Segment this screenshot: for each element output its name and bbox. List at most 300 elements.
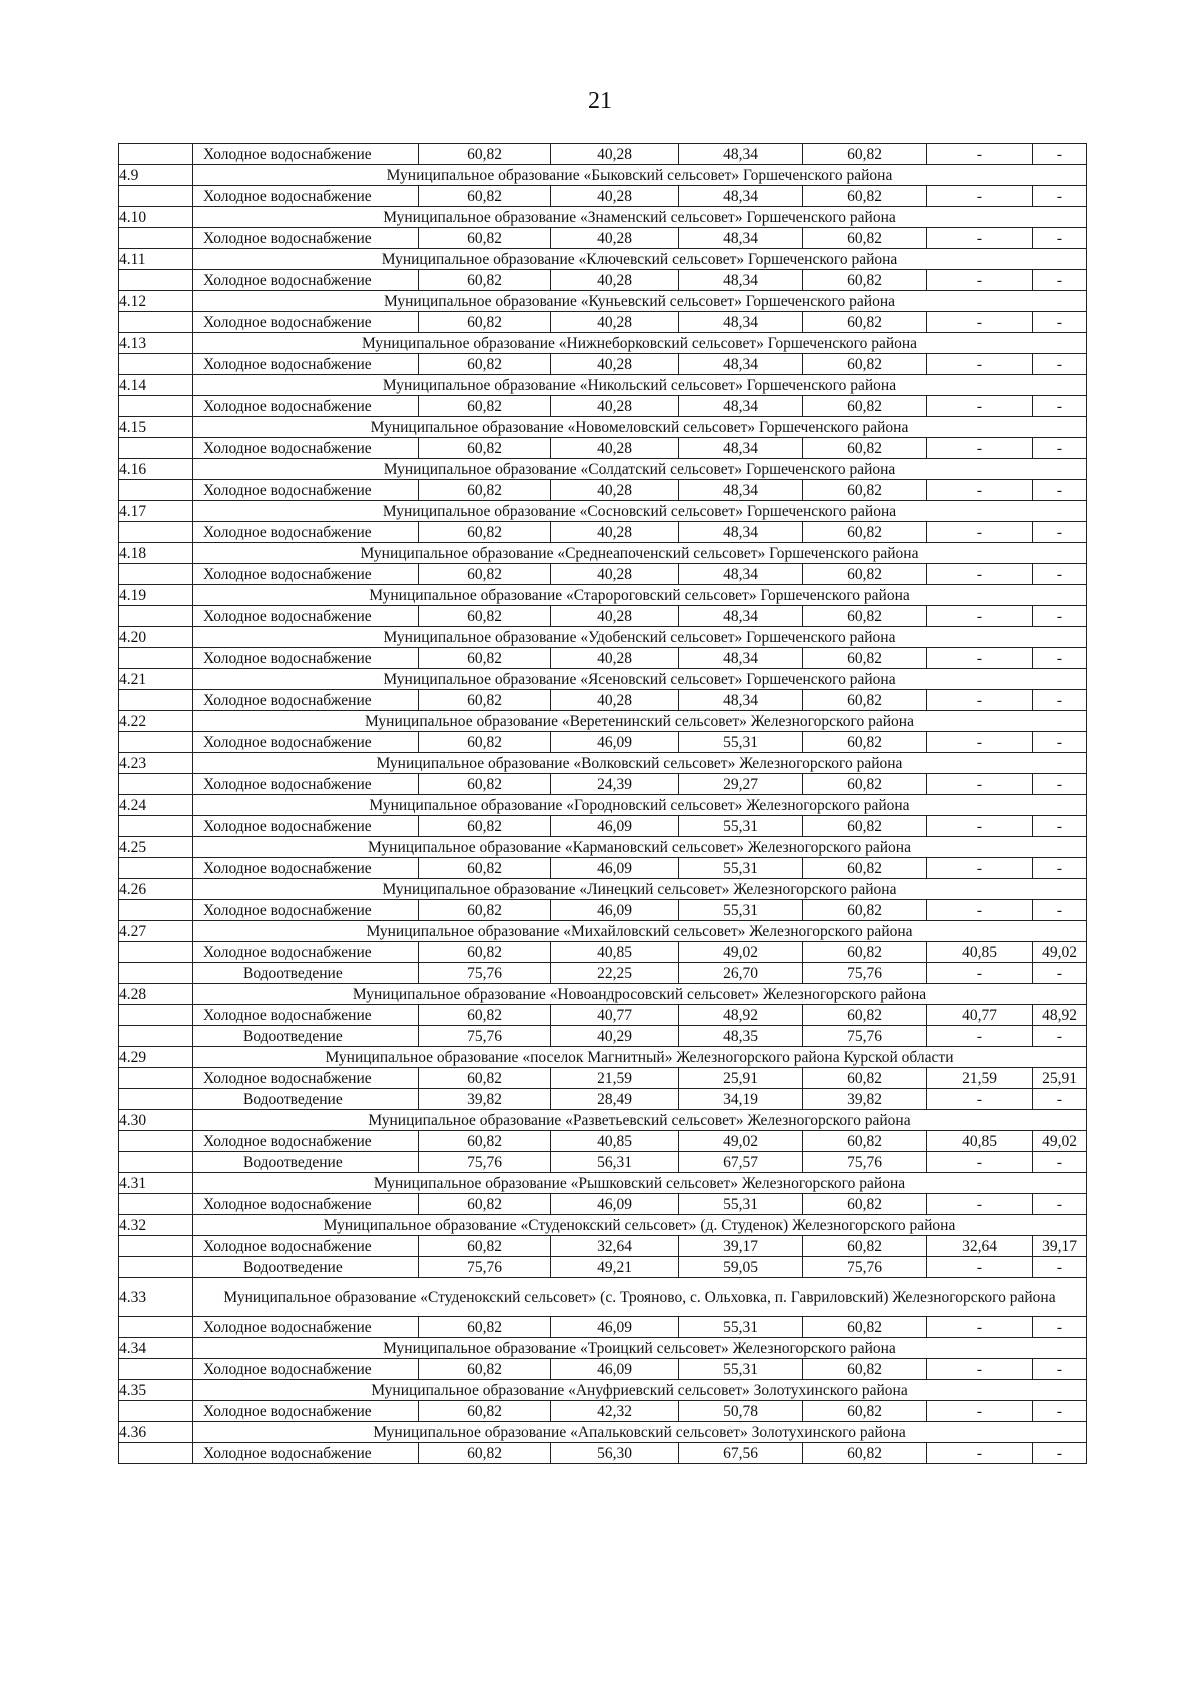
tariff-value-2: 40,28	[551, 648, 679, 669]
service-row	[119, 858, 1087, 879]
tariff-value-2: 46,09	[551, 816, 679, 837]
service-label: Холодное водоснабжение	[193, 1443, 419, 1464]
tariff-value-1: 60,82	[419, 816, 551, 837]
tariff-value-4: 60,82	[803, 1236, 927, 1257]
empty-number-cell	[119, 1317, 193, 1338]
empty-number-cell	[119, 186, 193, 207]
tariff-value-6: -	[1033, 564, 1087, 585]
municipality-header-row	[119, 669, 1087, 690]
municipality-header-row	[119, 1422, 1087, 1443]
tariff-value-3: 55,31	[679, 1194, 803, 1215]
tariff-value-3: 29,27	[679, 774, 803, 795]
empty-number-cell	[119, 942, 193, 963]
tariff-value-5: -	[927, 1401, 1033, 1422]
tariff-value-5: -	[927, 1089, 1033, 1110]
row-number: 4.30	[119, 1110, 193, 1131]
empty-number-cell	[119, 858, 193, 879]
service-row	[119, 1257, 1087, 1278]
tariff-table	[118, 143, 1087, 1464]
tariff-value-4: 60,82	[803, 144, 927, 165]
empty-number-cell	[119, 732, 193, 753]
empty-number-cell	[119, 963, 193, 984]
tariff-value-3: 48,34	[679, 564, 803, 585]
service-row	[119, 144, 1087, 165]
service-row	[119, 1131, 1087, 1152]
tariff-value-1: 60,82	[419, 942, 551, 963]
service-row	[119, 606, 1087, 627]
municipality-header-row	[119, 333, 1087, 354]
service-label: Водоотведение	[193, 1089, 419, 1110]
service-label: Холодное водоснабжение	[193, 438, 419, 459]
tariff-value-4: 75,76	[803, 1026, 927, 1047]
service-label: Холодное водоснабжение	[193, 1401, 419, 1422]
tariff-value-5: 40,85	[927, 1131, 1033, 1152]
tariff-value-6: -	[1033, 690, 1087, 711]
tariff-value-4: 60,82	[803, 942, 927, 963]
tariff-value-5: -	[927, 438, 1033, 459]
municipality-header-row	[119, 543, 1087, 564]
tariff-value-3: 48,34	[679, 606, 803, 627]
tariff-value-4: 60,82	[803, 312, 927, 333]
service-row	[119, 1152, 1087, 1173]
service-row	[119, 900, 1087, 921]
tariff-value-2: 46,09	[551, 1194, 679, 1215]
row-number: 4.16	[119, 459, 193, 480]
tariff-value-3: 67,56	[679, 1443, 803, 1464]
service-row	[119, 1317, 1087, 1338]
tariff-value-4: 60,82	[803, 1005, 927, 1026]
municipality-header-row	[119, 711, 1087, 732]
tariff-value-3: 48,34	[679, 144, 803, 165]
municipality-header-row	[119, 249, 1087, 270]
tariff-value-3: 55,31	[679, 900, 803, 921]
page-number: 21	[588, 88, 612, 114]
tariff-value-5: -	[927, 774, 1033, 795]
tariff-value-2: 40,28	[551, 480, 679, 501]
tariff-value-2: 46,09	[551, 1317, 679, 1338]
service-label: Холодное водоснабжение	[193, 1005, 419, 1026]
tariff-value-4: 60,82	[803, 858, 927, 879]
service-label: Холодное водоснабжение	[193, 186, 419, 207]
tariff-value-3: 55,31	[679, 1359, 803, 1380]
tariff-value-4: 60,82	[803, 1443, 927, 1464]
tariff-value-2: 40,28	[551, 606, 679, 627]
service-row	[119, 774, 1087, 795]
municipality-header-row	[119, 375, 1087, 396]
empty-number-cell	[119, 480, 193, 501]
tariff-value-5: -	[927, 522, 1033, 543]
empty-number-cell	[119, 900, 193, 921]
municipality-header-row	[119, 837, 1087, 858]
service-row	[119, 648, 1087, 669]
tariff-value-6: -	[1033, 1089, 1087, 1110]
row-number: 4.32	[119, 1215, 193, 1236]
tariff-value-1: 60,82	[419, 480, 551, 501]
service-label: Холодное водоснабжение	[193, 270, 419, 291]
tariff-value-3: 48,34	[679, 522, 803, 543]
municipality-title: Муниципальное образование «Удобенский сельсовет» Горшеченского района	[193, 627, 1087, 648]
municipality-header-row	[119, 1047, 1087, 1068]
tariff-value-5: -	[927, 1026, 1033, 1047]
tariff-value-5: -	[927, 396, 1033, 417]
tariff-value-4: 60,82	[803, 186, 927, 207]
tariff-value-3: 59,05	[679, 1257, 803, 1278]
municipality-title: Муниципальное образование «Кармановский сельсовет» Железногорского района	[193, 837, 1087, 858]
tariff-value-4: 75,76	[803, 1257, 927, 1278]
municipality-title: Муниципальное образование «Ясеновский сельсовет» Горшеченского района	[193, 669, 1087, 690]
tariff-value-4: 60,82	[803, 1317, 927, 1338]
service-row	[119, 1401, 1087, 1422]
municipality-header-row	[119, 984, 1087, 1005]
service-label: Холодное водоснабжение	[193, 858, 419, 879]
service-row	[119, 1359, 1087, 1380]
tariff-value-2: 40,28	[551, 522, 679, 543]
empty-number-cell	[119, 1443, 193, 1464]
tariff-value-2: 40,29	[551, 1026, 679, 1047]
tariff-value-2: 40,28	[551, 396, 679, 417]
tariff-value-1: 60,82	[419, 312, 551, 333]
tariff-value-6: -	[1033, 606, 1087, 627]
tariff-value-1: 60,82	[419, 144, 551, 165]
row-number: 4.18	[119, 543, 193, 564]
row-number: 4.9	[119, 165, 193, 186]
empty-number-cell	[119, 1068, 193, 1089]
service-row	[119, 228, 1087, 249]
tariff-value-6: -	[1033, 228, 1087, 249]
municipality-header-row	[119, 879, 1087, 900]
municipality-header-row	[119, 1278, 1087, 1317]
tariff-value-1: 60,82	[419, 1131, 551, 1152]
tariff-value-1: 60,82	[419, 228, 551, 249]
row-number: 4.15	[119, 417, 193, 438]
row-number: 4.26	[119, 879, 193, 900]
row-number: 4.31	[119, 1173, 193, 1194]
tariff-value-6: -	[1033, 858, 1087, 879]
tariff-value-3: 48,34	[679, 690, 803, 711]
service-label: Водоотведение	[193, 1152, 419, 1173]
municipality-title: Муниципальное образование «Никольский сельсовет» Горшеченского района	[193, 375, 1087, 396]
tariff-value-3: 48,34	[679, 228, 803, 249]
tariff-value-1: 60,82	[419, 438, 551, 459]
service-label: Холодное водоснабжение	[193, 1359, 419, 1380]
tariff-value-4: 60,82	[803, 690, 927, 711]
municipality-title: Муниципальное образование «Быковский сельсовет» Горшеченского района	[193, 165, 1087, 186]
tariff-value-4: 60,82	[803, 270, 927, 291]
row-number: 4.23	[119, 753, 193, 774]
tariff-value-3: 48,34	[679, 480, 803, 501]
service-label: Холодное водоснабжение	[193, 648, 419, 669]
tariff-value-1: 60,82	[419, 522, 551, 543]
municipality-title: Муниципальное образование «Городновский сельсовет» Железногорского района	[193, 795, 1087, 816]
tariff-value-5: -	[927, 816, 1033, 837]
empty-number-cell	[119, 144, 193, 165]
tariff-value-6: -	[1033, 732, 1087, 753]
tariff-value-6: -	[1033, 144, 1087, 165]
service-row	[119, 522, 1087, 543]
tariff-value-5: -	[927, 228, 1033, 249]
tariff-value-2: 40,28	[551, 690, 679, 711]
service-row	[119, 1236, 1087, 1257]
tariff-value-5: -	[927, 858, 1033, 879]
tariff-value-5: 40,77	[927, 1005, 1033, 1026]
empty-number-cell	[119, 1257, 193, 1278]
tariff-value-6: -	[1033, 186, 1087, 207]
tariff-value-6: -	[1033, 1152, 1087, 1173]
service-row	[119, 480, 1087, 501]
service-label: Холодное водоснабжение	[193, 1131, 419, 1152]
empty-number-cell	[119, 564, 193, 585]
tariff-value-3: 48,34	[679, 270, 803, 291]
tariff-value-3: 26,70	[679, 963, 803, 984]
service-row	[119, 396, 1087, 417]
tariff-value-5: -	[927, 648, 1033, 669]
tariff-value-5: -	[927, 690, 1033, 711]
empty-number-cell	[119, 312, 193, 333]
tariff-value-5: -	[927, 480, 1033, 501]
tariff-value-5: -	[927, 1152, 1033, 1173]
row-number: 4.29	[119, 1047, 193, 1068]
tariff-value-5: 21,59	[927, 1068, 1033, 1089]
empty-number-cell	[119, 228, 193, 249]
tariff-value-4: 60,82	[803, 564, 927, 585]
tariff-value-2: 56,31	[551, 1152, 679, 1173]
municipality-title: Муниципальное образование «Куньевский сельсовет» Горшеченского района	[193, 291, 1087, 312]
row-number: 4.27	[119, 921, 193, 942]
empty-number-cell	[119, 1401, 193, 1422]
tariff-value-4: 60,82	[803, 354, 927, 375]
tariff-value-1: 60,82	[419, 1236, 551, 1257]
tariff-value-1: 75,76	[419, 1152, 551, 1173]
tariff-value-1: 60,82	[419, 858, 551, 879]
tariff-value-4: 39,82	[803, 1089, 927, 1110]
municipality-header-row	[119, 1215, 1087, 1236]
municipality-title: Муниципальное образование «поселок Магнитный» Железногорского района Курской области	[193, 1047, 1087, 1068]
tariff-value-4: 60,82	[803, 816, 927, 837]
municipality-title: Муниципальное образование «Апальковский сельсовет» Золотухинского района	[193, 1422, 1087, 1443]
tariff-value-1: 60,82	[419, 1194, 551, 1215]
tariff-value-2: 40,28	[551, 228, 679, 249]
service-row	[119, 1068, 1087, 1089]
tariff-value-6: -	[1033, 312, 1087, 333]
tariff-value-1: 60,82	[419, 1068, 551, 1089]
municipality-title: Муниципальное образование «Ануфриевский сельсовет» Золотухинского района	[193, 1380, 1087, 1401]
row-number: 4.36	[119, 1422, 193, 1443]
empty-number-cell	[119, 354, 193, 375]
tariff-value-1: 60,82	[419, 774, 551, 795]
municipality-title: Муниципальное образование «Михайловский сельсовет» Железногорского района	[193, 921, 1087, 942]
tariff-value-6: -	[1033, 900, 1087, 921]
tariff-value-5: -	[927, 144, 1033, 165]
empty-number-cell	[119, 1026, 193, 1047]
tariff-value-1: 39,82	[419, 1089, 551, 1110]
municipality-header-row	[119, 921, 1087, 942]
service-label: Холодное водоснабжение	[193, 144, 419, 165]
tariff-value-5: -	[927, 1257, 1033, 1278]
tariff-value-6: -	[1033, 774, 1087, 795]
empty-number-cell	[119, 1089, 193, 1110]
tariff-value-6: -	[1033, 816, 1087, 837]
service-label: Холодное водоснабжение	[193, 1236, 419, 1257]
tariff-value-1: 60,82	[419, 732, 551, 753]
tariff-value-2: 40,85	[551, 1131, 679, 1152]
tariff-value-1: 60,82	[419, 186, 551, 207]
tariff-value-1: 60,82	[419, 1005, 551, 1026]
tariff-value-2: 40,28	[551, 354, 679, 375]
service-row	[119, 1026, 1087, 1047]
municipality-title: Муниципальное образование «Ключевский сельсовет» Горшеченского района	[193, 249, 1087, 270]
service-label: Холодное водоснабжение	[193, 606, 419, 627]
tariff-value-6: -	[1033, 648, 1087, 669]
service-row	[119, 963, 1087, 984]
tariff-value-3: 67,57	[679, 1152, 803, 1173]
municipality-header-row	[119, 585, 1087, 606]
tariff-value-2: 40,85	[551, 942, 679, 963]
tariff-value-6: -	[1033, 1257, 1087, 1278]
municipality-title: Муниципальное образование «Новомеловский сельсовет» Горшеченского района	[193, 417, 1087, 438]
tariff-value-6: 25,91	[1033, 1068, 1087, 1089]
service-row	[119, 816, 1087, 837]
service-row	[119, 690, 1087, 711]
service-row	[119, 1194, 1087, 1215]
tariff-value-2: 40,77	[551, 1005, 679, 1026]
municipality-title: Муниципальное образование «Солдатский сельсовет» Горшеченского района	[193, 459, 1087, 480]
municipality-title: Муниципальное образование «Веретенинский сельсовет» Железногорского района	[193, 711, 1087, 732]
tariff-value-4: 60,82	[803, 1068, 927, 1089]
empty-number-cell	[119, 1236, 193, 1257]
tariff-value-3: 25,91	[679, 1068, 803, 1089]
row-number: 4.21	[119, 669, 193, 690]
municipality-header-row	[119, 291, 1087, 312]
tariff-value-5: -	[927, 564, 1033, 585]
tariff-value-5: -	[927, 270, 1033, 291]
tariff-value-2: 49,21	[551, 1257, 679, 1278]
row-number: 4.22	[119, 711, 193, 732]
tariff-value-4: 60,82	[803, 774, 927, 795]
row-number: 4.34	[119, 1338, 193, 1359]
tariff-value-1: 60,82	[419, 1443, 551, 1464]
municipality-title: Муниципальное образование «Студенокский сельсовет» (д. Студенок) Железногорского района	[193, 1215, 1087, 1236]
tariff-value-5: -	[927, 1359, 1033, 1380]
service-label: Холодное водоснабжение	[193, 1317, 419, 1338]
municipality-title: Муниципальное образование «Старороговский сельсовет» Горшеченского района	[193, 585, 1087, 606]
tariff-value-1: 60,82	[419, 564, 551, 585]
service-label: Холодное водоснабжение	[193, 732, 419, 753]
tariff-value-3: 48,34	[679, 648, 803, 669]
service-row	[119, 312, 1087, 333]
tariff-value-1: 60,82	[419, 606, 551, 627]
tariff-value-6: -	[1033, 1401, 1087, 1422]
empty-number-cell	[119, 270, 193, 291]
municipality-header-row	[119, 207, 1087, 228]
tariff-value-4: 75,76	[803, 963, 927, 984]
tariff-value-2: 56,30	[551, 1443, 679, 1464]
service-label: Холодное водоснабжение	[193, 522, 419, 543]
service-row	[119, 270, 1087, 291]
row-number: 4.11	[119, 249, 193, 270]
tariff-value-6: -	[1033, 396, 1087, 417]
municipality-title: Муниципальное образование «Среднеапоченский сельсовет» Горшеченского района	[193, 543, 1087, 564]
tariff-value-5: 32,64	[927, 1236, 1033, 1257]
tariff-value-4: 60,82	[803, 1359, 927, 1380]
tariff-value-3: 55,31	[679, 1317, 803, 1338]
municipality-title: Муниципальное образование «Знаменский сельсовет» Горшеченского района	[193, 207, 1087, 228]
tariff-value-3: 49,02	[679, 1131, 803, 1152]
tariff-value-6: 49,02	[1033, 1131, 1087, 1152]
tariff-value-1: 75,76	[419, 1257, 551, 1278]
tariff-value-2: 46,09	[551, 858, 679, 879]
row-number: 4.28	[119, 984, 193, 1005]
tariff-value-4: 75,76	[803, 1152, 927, 1173]
service-row	[119, 354, 1087, 375]
empty-number-cell	[119, 438, 193, 459]
service-label: Холодное водоснабжение	[193, 774, 419, 795]
municipality-header-row	[119, 1338, 1087, 1359]
service-label: Холодное водоснабжение	[193, 942, 419, 963]
tariff-value-2: 40,28	[551, 270, 679, 291]
tariff-value-1: 60,82	[419, 1317, 551, 1338]
empty-number-cell	[119, 1152, 193, 1173]
tariff-value-3: 48,35	[679, 1026, 803, 1047]
empty-number-cell	[119, 1359, 193, 1380]
tariff-value-3: 48,34	[679, 396, 803, 417]
tariff-value-4: 60,82	[803, 1194, 927, 1215]
tariff-value-2: 40,28	[551, 186, 679, 207]
tariff-value-3: 55,31	[679, 732, 803, 753]
service-row	[119, 1005, 1087, 1026]
tariff-value-3: 48,92	[679, 1005, 803, 1026]
municipality-header-row	[119, 459, 1087, 480]
tariff-value-6: 39,17	[1033, 1236, 1087, 1257]
municipality-title: Муниципальное образование «Сосновский сельсовет» Горшеченского района	[193, 501, 1087, 522]
tariff-value-4: 60,82	[803, 900, 927, 921]
service-row	[119, 1443, 1087, 1464]
row-number: 4.17	[119, 501, 193, 522]
tariff-value-3: 50,78	[679, 1401, 803, 1422]
tariff-value-1: 60,82	[419, 648, 551, 669]
row-number: 4.35	[119, 1380, 193, 1401]
service-row	[119, 732, 1087, 753]
tariff-value-2: 46,09	[551, 900, 679, 921]
tariff-value-4: 60,82	[803, 1401, 927, 1422]
empty-number-cell	[119, 648, 193, 669]
service-label: Холодное водоснабжение	[193, 900, 419, 921]
municipality-title: Муниципальное образование «Линецкий сельсовет» Железногорского района	[193, 879, 1087, 900]
tariff-value-6: -	[1033, 480, 1087, 501]
service-label: Холодное водоснабжение	[193, 228, 419, 249]
tariff-value-2: 40,28	[551, 144, 679, 165]
tariff-value-1: 60,82	[419, 1401, 551, 1422]
row-number: 4.24	[119, 795, 193, 816]
tariff-value-4: 60,82	[803, 438, 927, 459]
tariff-value-2: 24,39	[551, 774, 679, 795]
municipality-header-row	[119, 417, 1087, 438]
table-body	[119, 144, 1087, 1464]
municipality-title: Муниципальное образование «Новоандросовский сельсовет» Железногорского района	[193, 984, 1087, 1005]
service-row	[119, 942, 1087, 963]
tariff-value-5: -	[927, 606, 1033, 627]
tariff-value-6: 48,92	[1033, 1005, 1087, 1026]
tariff-value-5: 40,85	[927, 942, 1033, 963]
municipality-title: Муниципальное образование «Троицкий сельсовет» Железногорского района	[193, 1338, 1087, 1359]
row-number: 4.14	[119, 375, 193, 396]
tariff-value-2: 40,28	[551, 564, 679, 585]
service-label: Холодное водоснабжение	[193, 480, 419, 501]
tariff-value-6: -	[1033, 1194, 1087, 1215]
tariff-value-4: 60,82	[803, 228, 927, 249]
empty-number-cell	[119, 774, 193, 795]
municipality-title: Муниципальное образование «Рышковский сельсовет» Железногорского района	[193, 1173, 1087, 1194]
tariff-value-3: 49,02	[679, 942, 803, 963]
